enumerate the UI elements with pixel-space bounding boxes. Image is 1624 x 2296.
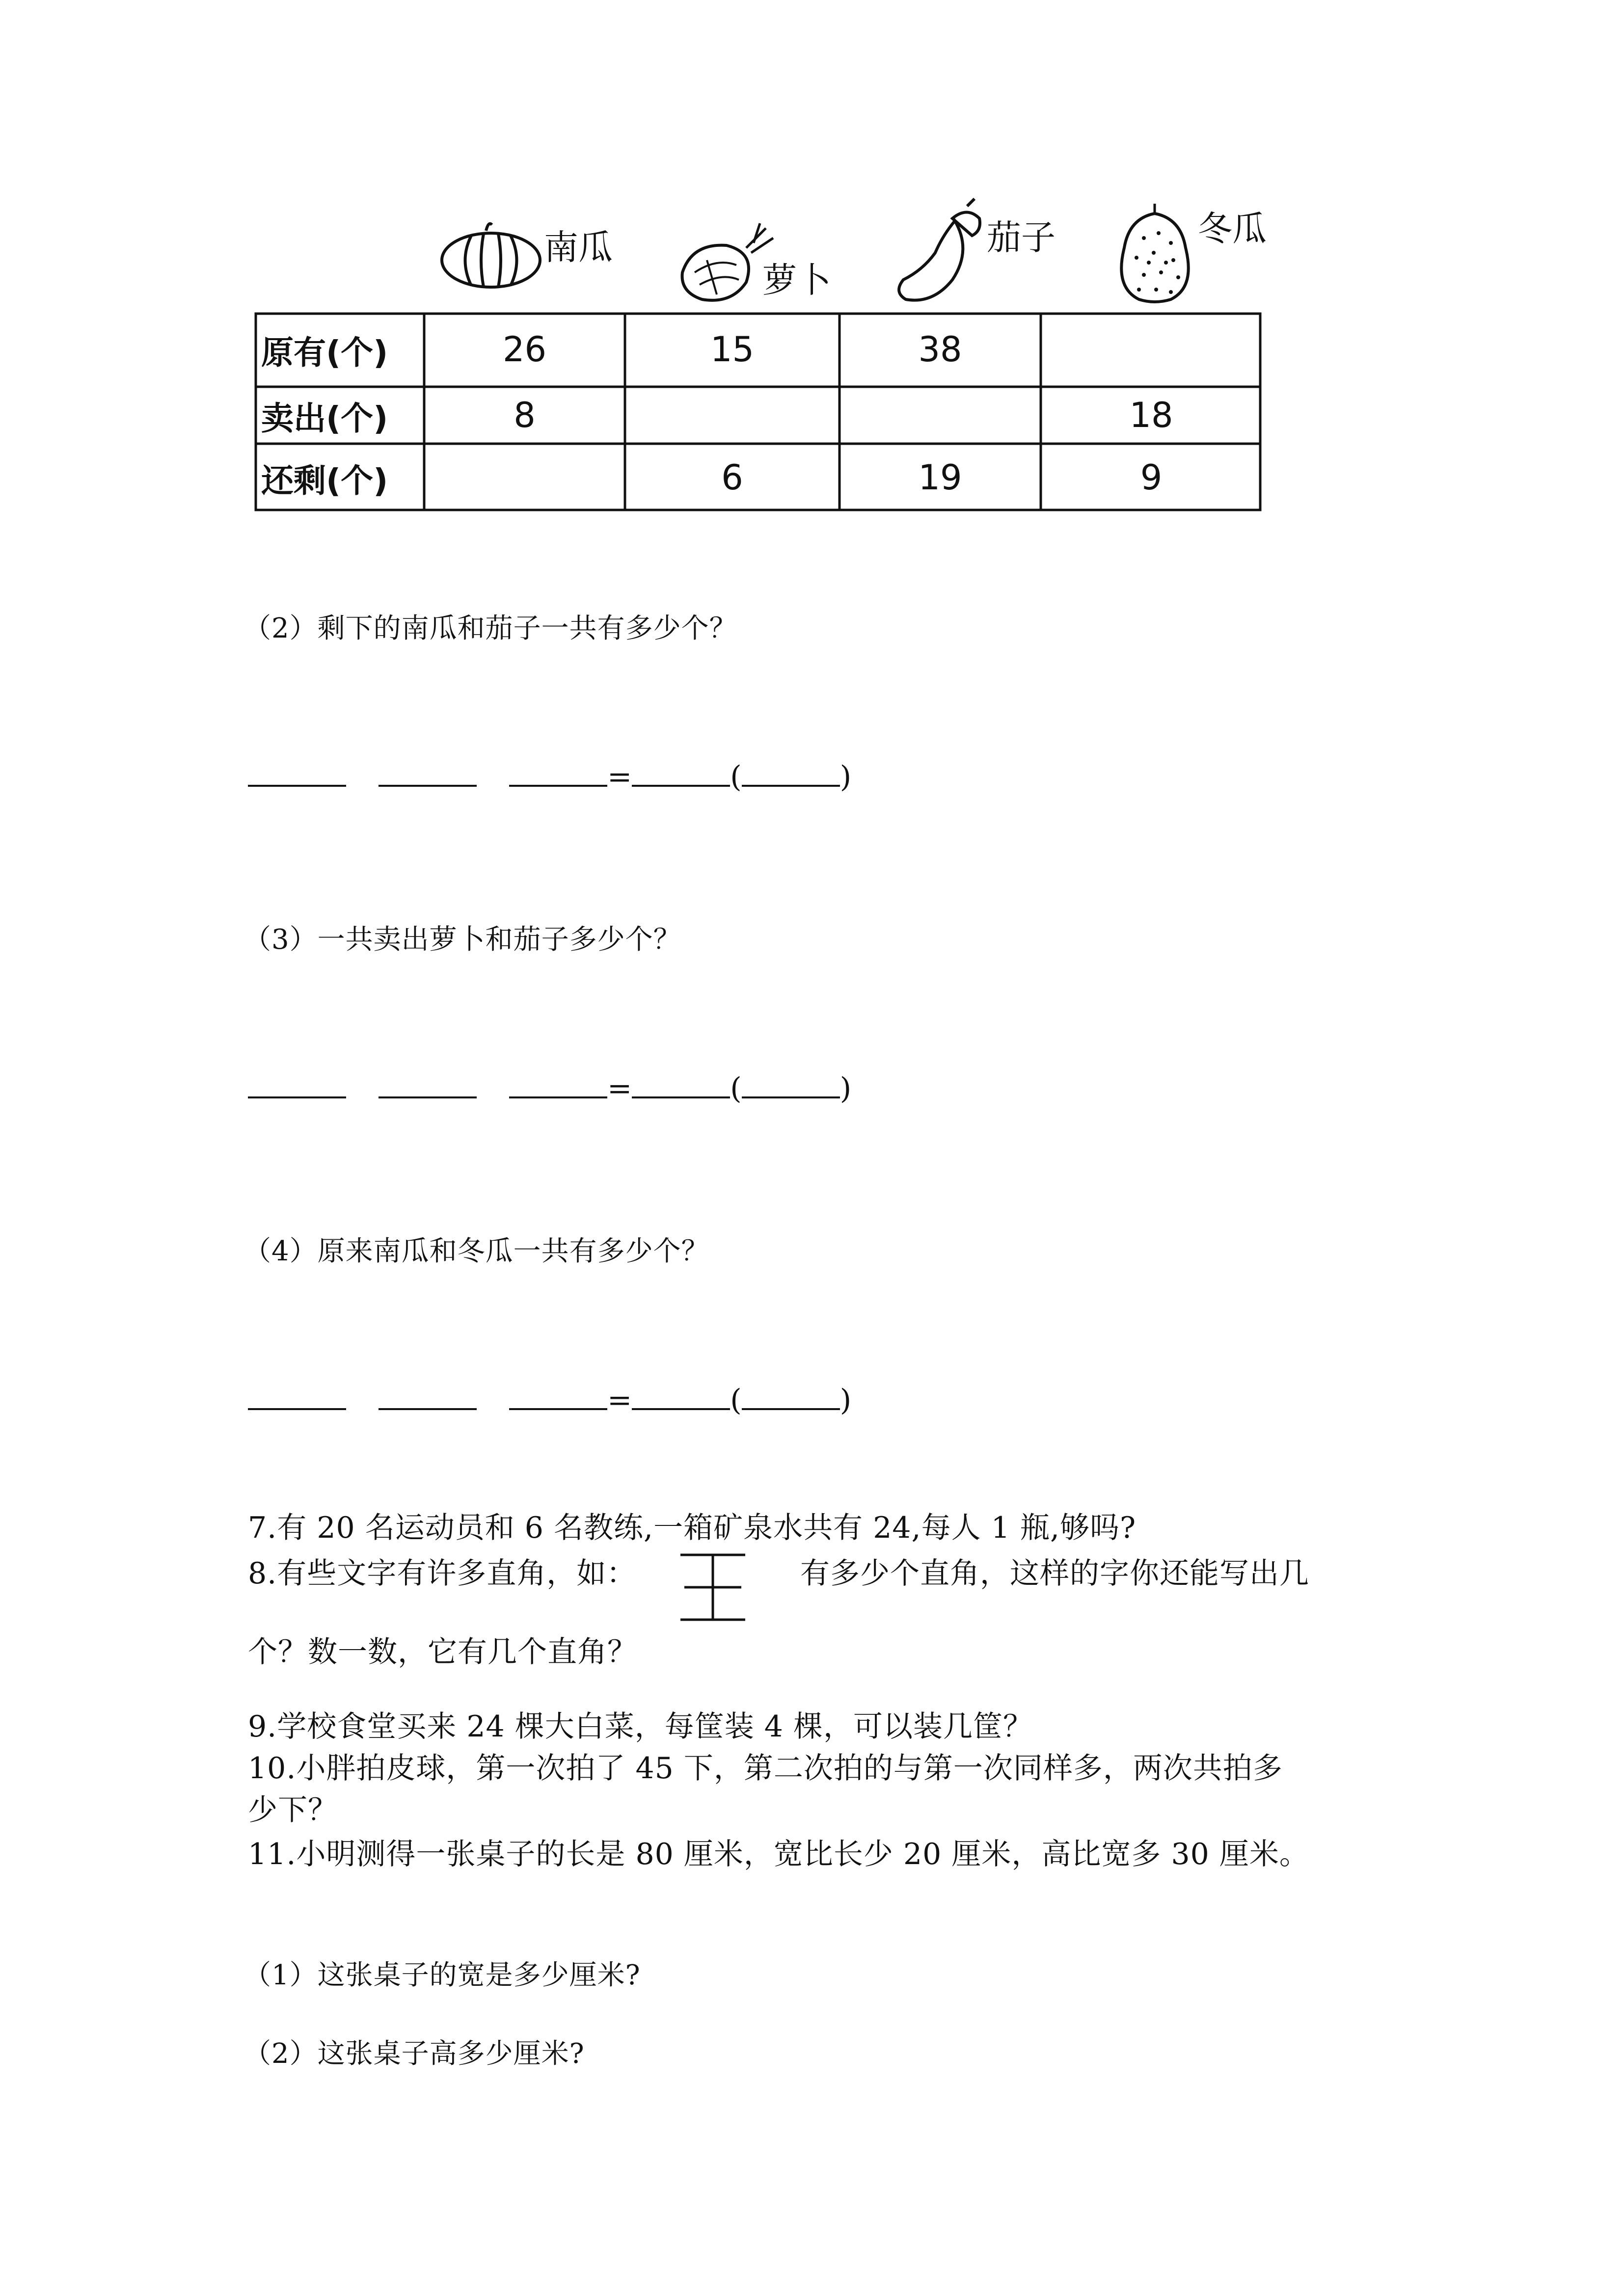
equation-line-3	[248, 1070, 851, 1106]
question-2: （2）剩下的南瓜和茄子一共有多少个？	[244, 613, 737, 644]
problem-8-line-2: 个？数一数，它有几个直角？	[248, 1635, 637, 1669]
table-cell: 6	[721, 457, 743, 498]
row-header-original: 原有(个)	[261, 333, 388, 372]
row-header-sold: 卖出(个)	[261, 399, 388, 437]
blank-operand-1[interactable]	[248, 1070, 346, 1098]
problem-9: 9.学校食堂买来 24 棵大白菜，每筐装 4 棵，可以装几筐？	[248, 1709, 1033, 1744]
blank-unit[interactable]	[742, 758, 840, 787]
blank-operand-1[interactable]	[248, 1382, 346, 1410]
problem-11-part-2: （2）这张桌子高多少厘米?	[244, 2038, 585, 2070]
blank-operand-3[interactable]	[509, 758, 607, 787]
blank-unit[interactable]	[742, 1382, 840, 1410]
equals-sign: =	[607, 1383, 632, 1417]
equation-line-2	[248, 758, 851, 795]
blank-operand-3[interactable]	[509, 1382, 607, 1410]
blank-operand-2[interactable]	[379, 1382, 477, 1410]
vegetable-table	[254, 312, 1262, 511]
problem-8-line-1b: 有多少个直角，这样的字你还能写出几	[800, 1556, 1309, 1591]
blank-result[interactable]	[632, 1382, 730, 1410]
equals-sign: =	[607, 1071, 632, 1106]
close-paren: )	[839, 1071, 852, 1106]
table-cell	[1041, 312, 1262, 387]
problem-11-part-1: （1）这张桌子的宽是多少厘米?	[244, 1959, 641, 1991]
table-cell: 9	[1140, 457, 1163, 498]
vegetable-name-eggplant: 茄子	[987, 217, 1056, 258]
blank-operand-3[interactable]	[509, 1070, 607, 1098]
table-cell: 18	[1129, 395, 1173, 435]
problem-8-line-1: 8.有些文字有许多直角，如：	[248, 1556, 637, 1591]
vegetable-name-wax-gourd: 冬瓜	[1198, 209, 1267, 249]
vegetable-name-pumpkin: 南瓜	[544, 227, 613, 267]
blank-operand-2[interactable]	[379, 758, 477, 787]
open-paren: (	[730, 1071, 742, 1106]
wax-gourd-icon	[1110, 199, 1200, 304]
blank-result[interactable]	[632, 1070, 730, 1098]
blank-result[interactable]	[632, 758, 730, 787]
table-cell	[625, 387, 839, 444]
equation-line-4	[248, 1382, 851, 1418]
character-wang-figure	[677, 1551, 749, 1624]
blank-operand-1[interactable]	[248, 758, 346, 787]
problem-7: 7.有 20 名运动员和 6 名教练,一箱矿泉水共有 24,每人 1 瓶,够吗?	[248, 1511, 1137, 1545]
open-paren: (	[730, 760, 742, 794]
problem-11: 11.小明测得一张桌子的长是 80 厘米，宽比长少 20 厘米，高比宽多 30 厘米。	[248, 1837, 1309, 1871]
table-cell: 8	[514, 395, 536, 435]
close-paren: )	[839, 1383, 852, 1417]
question-3: （3）一共卖出萝卜和茄子多少个？	[244, 924, 681, 956]
blank-operand-2[interactable]	[379, 1070, 477, 1098]
close-paren: )	[839, 760, 852, 794]
table-cell	[839, 387, 1041, 444]
pumpkin-icon	[437, 216, 545, 290]
problem-10-line-2: 少下？	[248, 1793, 338, 1827]
vegetable-name-radish: 萝卜	[762, 260, 831, 300]
question-4: （4）原来南瓜和冬瓜一共有多少个？	[244, 1235, 709, 1267]
row-header-remaining: 还剩(个)	[261, 461, 388, 500]
table-cell	[424, 444, 625, 511]
open-paren: (	[730, 1383, 742, 1417]
table-cell: 38	[918, 329, 962, 370]
blank-unit[interactable]	[742, 1070, 840, 1098]
equals-sign: =	[607, 760, 632, 794]
problem-10-line-1: 10.小胖拍皮球，第一次拍了 45 下，第二次拍的与第一次同样多，两次共拍多	[248, 1751, 1283, 1786]
table-cell: 26	[502, 329, 547, 370]
table-cell: 15	[710, 329, 755, 370]
eggplant-icon	[893, 196, 987, 307]
table-cell: 19	[918, 457, 962, 498]
